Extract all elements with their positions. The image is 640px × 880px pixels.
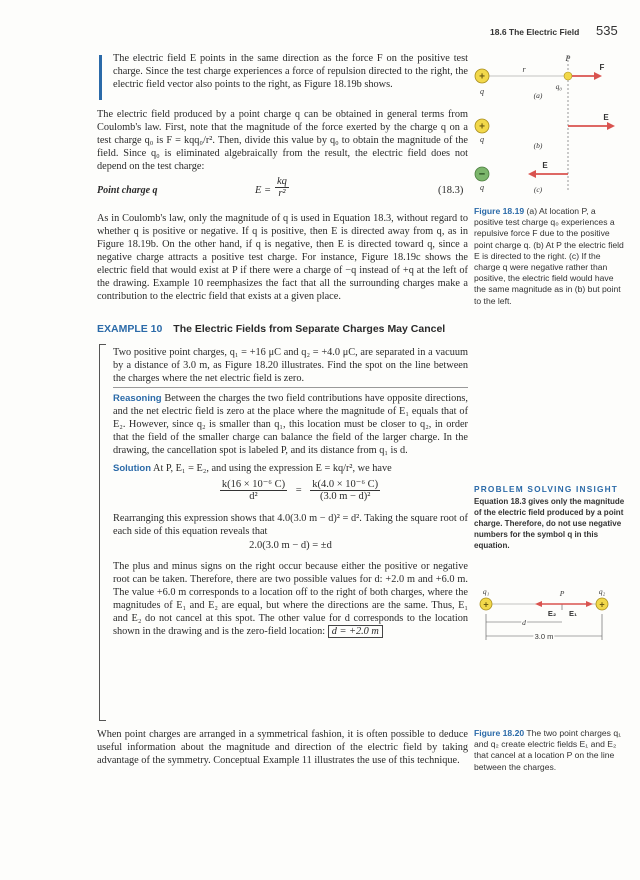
solution-intro: At P, E₁ = E₂, and using the expression E = kq/r², we have (153, 463, 392, 474)
example-conclusion (113, 560, 468, 638)
insight-label: PROBLEM SOLVING INSIGHT (474, 484, 619, 494)
answer-box: d = +2.0 m (328, 625, 383, 638)
E1-label: E₁ (568, 609, 578, 618)
paragraph-3: When point charges are arranged in a symmetrical fashion, it is often possible to deduce useful information about the magnitude and direction of the electric field by taking advantage of the symmetry. Conceptual Example 11 illustrates the use of this technique. (97, 729, 468, 766)
insight-text: Equation 18.3 gives only the magnitude of the electric field produced by a point charge. Therefore, do not use negative numbers for the symbol q in this equation. (474, 497, 625, 550)
field-arrow-c-head (528, 170, 536, 178)
q-label-a: q (480, 87, 484, 96)
d-label: d (522, 618, 526, 627)
E-label-c: E (542, 161, 548, 170)
distance-label: 3.0 m (534, 632, 554, 641)
fraction-right-num: k(4.0 × 10⁻⁶ C) (312, 479, 379, 490)
fraction-left (220, 478, 287, 502)
subfig-b-label: (b) (533, 141, 543, 150)
fraction-right-den: (3.0 m − d)² (319, 491, 371, 502)
figure-18-19-caption (474, 206, 624, 307)
sqrt-equation: 2.0(3.0 m − d) = ±d (249, 540, 332, 551)
force-arrow-head (594, 72, 602, 80)
P-label: P (559, 589, 565, 598)
example-solution (113, 462, 468, 475)
example-heading (97, 323, 445, 335)
equation-number: (18.3) (438, 185, 464, 196)
example-reasoning (113, 392, 468, 457)
E2-arrow-head (535, 601, 542, 607)
plus-sign-a: + (479, 71, 485, 83)
problem-solving-insight (474, 484, 626, 551)
E2-label: E₂ (547, 609, 557, 618)
running-header: 18.6 The Electric Field (490, 27, 580, 37)
subfig-c-label: (c) (533, 185, 543, 194)
field-arrow-b-head (607, 122, 615, 130)
test-charge (564, 72, 572, 80)
q2-label: q₂ (598, 588, 606, 596)
equation-denominator: r² (278, 188, 286, 199)
fraction-left-den: d² (249, 491, 258, 502)
figure-18-19 (472, 52, 622, 194)
caption-text: The two point charges q₁ and q₂ create electric fields E₁ and E₂ that cancel at a location P on the line between the charges. (474, 728, 622, 772)
example-label: EXAMPLE 10 (97, 323, 163, 335)
equation-fraction (275, 176, 289, 199)
figure-18-20-caption (474, 728, 624, 773)
equation-lhs: E = (255, 185, 272, 196)
example-problem: Two positive point charges, q₁ = +16 μC and q₂ = +4.0 μC, are separated in a vacuum by a distance of 3.0 m, as Figure 18.20 illustrates. Find the spot on the line between the charges where the net electric field is zero. (113, 347, 468, 384)
fraction-left-num: k(16 × 10⁻⁶ C) (221, 479, 286, 490)
page-number: 535 (596, 23, 618, 38)
equation-numerator: kq (277, 176, 287, 187)
E1-arrow-head (586, 601, 593, 607)
example-divider (113, 387, 468, 388)
figure-18-20 (474, 588, 624, 650)
q-label-b: q (480, 135, 484, 144)
F-label: F (599, 63, 605, 72)
intro-box-rule (99, 55, 102, 100)
E-label-b: E (603, 113, 609, 122)
paragraph-2: As in Coulomb's law, only the magnitude of q is used in Equation 18.3, without regard to whether q is positive or negative. If q is positive, then E is directed away from q, as in Figure 18.19b. On the other hand, if q is negative, then E is directed toward q, since a negative charge attracts a positive test charge. For instance, Figure 18.19c shows the electric field that would exist at P if there were a charge of −q instead of +q at the left of the drawing. Example 10 reemphasizes the fact that all the surrounding charges make a contribution to the electric field that exists at a given place. (97, 213, 468, 302)
solution-label: Solution (113, 463, 151, 474)
reasoning-text: Between the charges the two field contributions have opposite directions, and the net electric field is zero at the place where the magnitude of E₁ equals that of E₂. However, since q₂ is smaller than q₁, this location must be closer to q₂, in order that the field of the smaller charge can balance the field of the larger charge. In the drawing, the cancellation spot is labeled P, and its distance from q₁ is d. (113, 393, 469, 456)
caption-number: Figure 18.19 (474, 206, 525, 216)
r-label: r (522, 65, 526, 74)
fraction-right (310, 478, 380, 502)
caption-text: (a) At location P, a positive test charge q₀ experiences a repulsive force F due to the positive point charge q. (b) At P the electric field E is directed to the right. (c) If the charge q were negative rather than positive, the electric field would have the same magnitude as in (b) but point to the left. (474, 206, 624, 306)
equation-label: Point charge q (97, 185, 158, 196)
conclusion-text: The plus and minus signs on the right occur because either the positive or negative root can be taken. Therefore, there are two possible values for d: +2.0 m and +6.0 m. The value +6.0 m corresponds to a location off to the right of both charges, where the magnitudes of E₁ and E₂ are equal, but where the directions are the same. Thus, E₁ and E₂ do not cancel at this spot. The other value for d corresponds to the location shown in the drawing and is the zero-field location: (113, 561, 468, 637)
minus-sign-c: − (478, 168, 486, 181)
example-rearrange: Rearranging this expression shows that 4.0(3.0 m − d)² = d². Taking the square root of each side of this equation reveals that (113, 513, 468, 537)
example-bracket (99, 344, 106, 721)
intro-paragraph: The electric field E points in the same direction as the force F on the positive test charge. Since the test charge experiences a force of repulsion directed to the right, the electric field vector also points to the right, as Figure 18.19b shows. (113, 53, 468, 90)
P-label-a: P (565, 54, 571, 63)
equation-18-3 (97, 178, 468, 206)
example-title: The Electric Fields from Separate Charges May Cancel (173, 323, 446, 335)
caption-number: Figure 18.20 (474, 728, 525, 738)
q1-plus-sign: + (483, 599, 489, 610)
q1-label: q₁ (482, 588, 490, 596)
q0-label: q₀ (555, 82, 562, 91)
field-balance-equation (200, 478, 400, 508)
plus-sign-b: + (479, 121, 485, 133)
paragraph-1: The electric field produced by a point charge q can be obtained in general terms from Coulomb's law. First, note that the magnitude of the force exerted by the charge q on a test charge q₀ is F = kqq₀/r². Then, divide this value by q₀ to obtain the magnitude of the field. Since q₀ is eliminated algebraically from the result, the electric field does not depend on the test charge: (97, 109, 468, 172)
equals-sign: = (295, 484, 302, 496)
q2-plus-sign: + (599, 599, 605, 610)
reasoning-label: Reasoning (113, 393, 162, 404)
q-label-c: q (480, 183, 484, 192)
subfig-a-label: (a) (533, 91, 543, 100)
